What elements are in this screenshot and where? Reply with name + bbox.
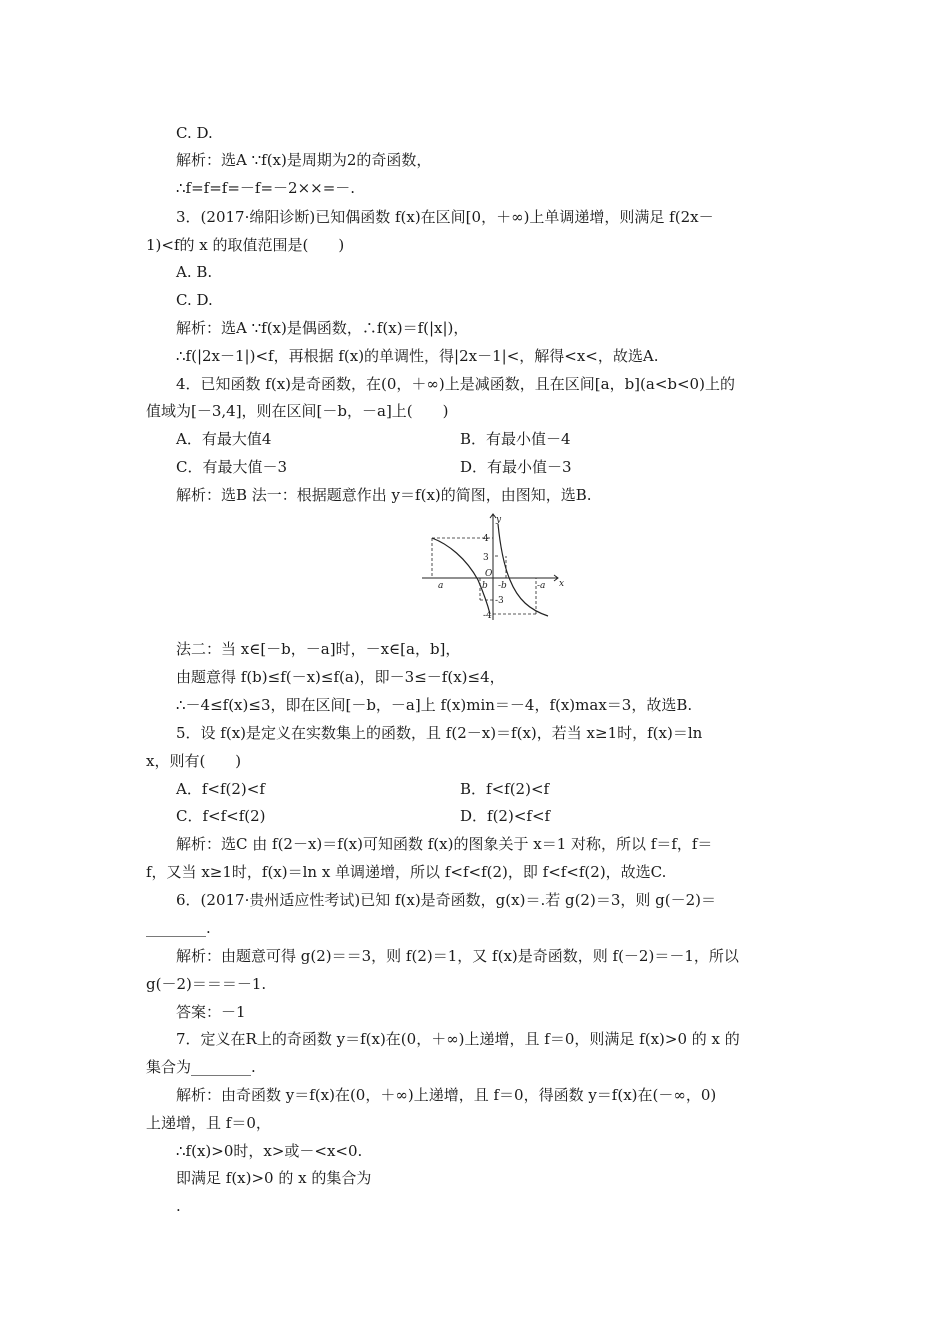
solution-line: 由题意得 f(b)≤f(－x)≤f(a)，即－3≤－f(x)≤4，: [176, 668, 505, 686]
question-3-line: 3．(2017·绵阳诊断)已知偶函数 f(x)在区间[0，＋∞)上单调递增，则满足 f(2x－: [176, 208, 714, 226]
tick-label: -b: [498, 581, 507, 591]
solution-line: 解析：由题意可得 g(2)＝＝3，则 f(2)＝1，又 f(x)是奇函数，则 f(－2)＝－1，所以: [176, 947, 739, 965]
option-line: C. D.: [176, 124, 213, 142]
option-b: B．有最小值－4: [460, 430, 571, 448]
solution-line: 解析：选C 由 f(2－x)＝f(x)可知函数 f(x)的图象关于 x＝1 对称，所以 f＝f，f＝: [176, 835, 713, 853]
tick-label: -4: [483, 611, 492, 621]
tick-label: 3: [483, 553, 489, 563]
question-4-line: 值域为[－3,4]，则在区间[－b，－a]上( ): [146, 402, 449, 420]
option-d: D．f(2)<f<f: [460, 807, 551, 825]
option-line: A. B.: [176, 263, 213, 281]
tick-label: 4: [483, 534, 489, 544]
y-axis-label: y: [496, 515, 502, 525]
tick-label: a: [438, 581, 444, 591]
solution-line: 解析：选A ∵f(x)是周期为2的奇函数，: [176, 151, 432, 169]
solution-line: 解析：选A ∵f(x)是偶函数，∴f(x)＝f(|x|)，: [176, 319, 469, 337]
left-curve: [432, 538, 490, 614]
solution-line: f，又当 x≥1时，f(x)＝ln x 单调递增，所以 f<f<f(2)，即 f<f<f(2)，故选C.: [146, 863, 667, 881]
right-curve: [498, 524, 548, 616]
solution-line: 解析：选B 法一：根据题意作出 y＝f(x)的简图，由图知，选B.: [176, 486, 592, 504]
option-d: D．有最小值－3: [460, 458, 572, 476]
option-c: C．有最大值－3: [176, 458, 288, 476]
question-5-line: x，则有( ): [146, 752, 242, 770]
solution-line: 解析：由奇函数 y＝f(x)在(0，＋∞)上递增，且 f＝0，得函数 y＝f(x)在(－∞，0): [176, 1086, 717, 1104]
question-3-line: 1)<f的 x 的取值范围是( ): [146, 236, 345, 254]
question-7-line: 集合为________.: [146, 1058, 256, 1076]
guide-lines: [432, 538, 536, 614]
tick-label: b: [482, 581, 488, 591]
answer-line: 答案：－1: [176, 1003, 246, 1021]
question-6-line: 6．(2017·贵州适应性考试)已知 f(x)是奇函数，g(x)＝.若 g(2)＝3，则 g(－2)＝: [176, 891, 716, 909]
tick-label: -a: [537, 581, 546, 591]
tick-label: -3: [495, 596, 504, 606]
question-5-line: 5．设 f(x)是定义在实数集上的函数，且 f(2－x)＝f(x)，若当 x≥1时，f(x)＝ln: [176, 724, 703, 742]
solution-line: g(－2)＝＝＝－1.: [146, 975, 267, 993]
option-b: B．f<f(2)<f: [460, 780, 550, 798]
option-a: A．f<f(2)<f: [176, 780, 265, 798]
solution-line: ∴f=f=f=－f=－2××=－.: [176, 179, 356, 197]
solution-line: .: [176, 1197, 181, 1215]
solution-line: ∴f(x)>0时，x>或－<x<0.: [176, 1142, 363, 1160]
question-7-line: 7．定义在R上的奇函数 y＝f(x)在(0，＋∞)上递增，且 f＝0，则满足 f(x)>0 的 x 的: [176, 1030, 740, 1048]
solution-line: 法二：当 x∈[－b，－a]时，－x∈[a，b]，: [176, 640, 461, 658]
x-axis-label: x: [559, 579, 565, 589]
solution-line: ∴f(|2x－1|)<f，再根据 f(x)的单调性，得|2x－1|<，解得<x<，故选A.: [176, 347, 659, 365]
option-line: C. D.: [176, 291, 213, 309]
origin-label: O: [485, 569, 493, 579]
solution-line: ∴－4≤f(x)≤3，即在区间[－b，－a]上 f(x)min＝－4，f(x)max＝3，故选B.: [176, 696, 693, 714]
answer-blank: ________.: [146, 919, 211, 937]
function-sketch-figure: [418, 510, 568, 626]
question-4-line: 4．已知函数 f(x)是奇函数，在(0，＋∞)上是减函数，且在区间[a，b](a<b<0)上的: [176, 375, 735, 393]
option-c: C．f<f<f(2): [176, 807, 266, 825]
solution-line: 即满足 f(x)>0 的 x 的集合为: [176, 1169, 372, 1187]
option-a: A．有最大值4: [176, 430, 272, 448]
solution-line: 上递增，且 f＝0，: [146, 1114, 271, 1132]
